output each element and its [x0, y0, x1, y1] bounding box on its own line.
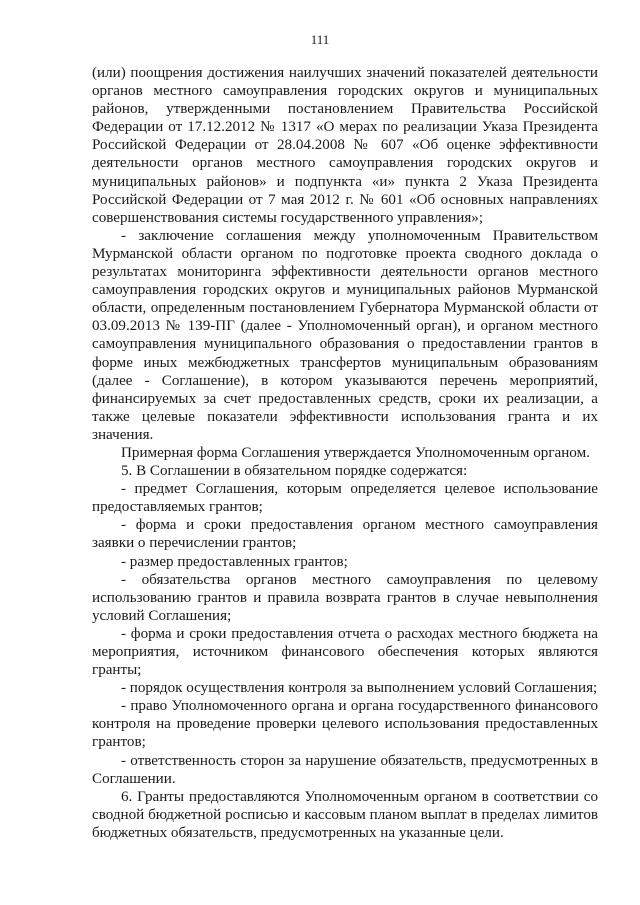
document-body [92, 64, 598, 842]
list-item-subject: - предмет Соглашения, которым определяется целевое использование предоставляемых грантов; [92, 481, 598, 516]
paragraph-agreement-conclusion: - заключение соглашения между уполномоченным Правительством Мурманской области органом по подготовке проекта сводного доклада о результатах мониторинга эффективности деятельности органов местного самоуправления городских округов и муниципальных районов Мурманской области, определенным постановлением Губернатора Мурманской области от 03.09.2013 № 139-ПГ (далее - Уполномоченный орган), и органом местного самоуправления муниципального образования о предоставлении грантов в форме иных межбюджетных трансфертов муниципальным образованиям (далее - Соглашение), в котором указываются перечень мероприятий, финансируемых за счет предоставленных средств, сроки их реализации, а также целевые показатели эффективности использования гранта и их значения. [92, 227, 598, 443]
list-item-application-form: - форма и сроки предоставления органом местного самоуправления заявки о перечислении грантов; [92, 517, 598, 552]
list-item-control-procedure: - порядок осуществления контроля за выполнением условий Соглашения; [121, 680, 598, 697]
page-number: 111 [310, 32, 330, 47]
list-item-inspection-right: - право Уполномоченного органа и органа государственного финансового контроля на проведение проверки целевого использования предоставленных грантов; [92, 698, 598, 751]
paragraph-grant-criteria-continued: (или) поощрения достижения наилучших значений показателей деятельности органов местного самоуправления городских округов и муниципальных районов, утвержденными постановлением Правительства Российской Федерации от 17.12.2012 № 1317 «О мерах по реализации Указа Президента Российской Федерации от 28.04.2008 № 607 «Об оценке эффективности деятельности органов местного самоуправления городских округов и муниципальных районов» и подпункта «и» пункта 2 Указа Президента Российской Федерации от 7 мая 2012 г. № 601 «Об основных направлениях совершенствования системы государственного управления»; [92, 65, 598, 226]
paragraph-item-6: 6. Гранты предоставляются Уполномоченным органом в соответствии со сводной бюджетной росписью и кассовым планом выплат в пределах лимитов бюджетных обязательств, предусмотренных на указанные цели. [92, 788, 598, 841]
paragraph-item-5-heading: 5. В Соглашении в обязательном порядке содержатся: [121, 463, 468, 480]
paragraph-agreement-form: Примерная форма Соглашения утверждается Уполномоченным органом. [121, 444, 590, 461]
list-item-grant-size: - размер предоставленных грантов; [121, 553, 348, 570]
list-item-obligations: - обязательства органов местного самоуправления по целевому использованию грантов и правила возврата грантов в случае невыполнения условий Соглашения; [92, 571, 598, 624]
list-item-responsibility: - ответственность сторон за нарушение обязательств, предусмотренных в Соглашении. [92, 752, 598, 787]
list-item-report-form: - форма и сроки предоставления отчета о расходах местного бюджета на мероприятия, источником финансового обеспечения которых являются гранты; [92, 625, 598, 679]
